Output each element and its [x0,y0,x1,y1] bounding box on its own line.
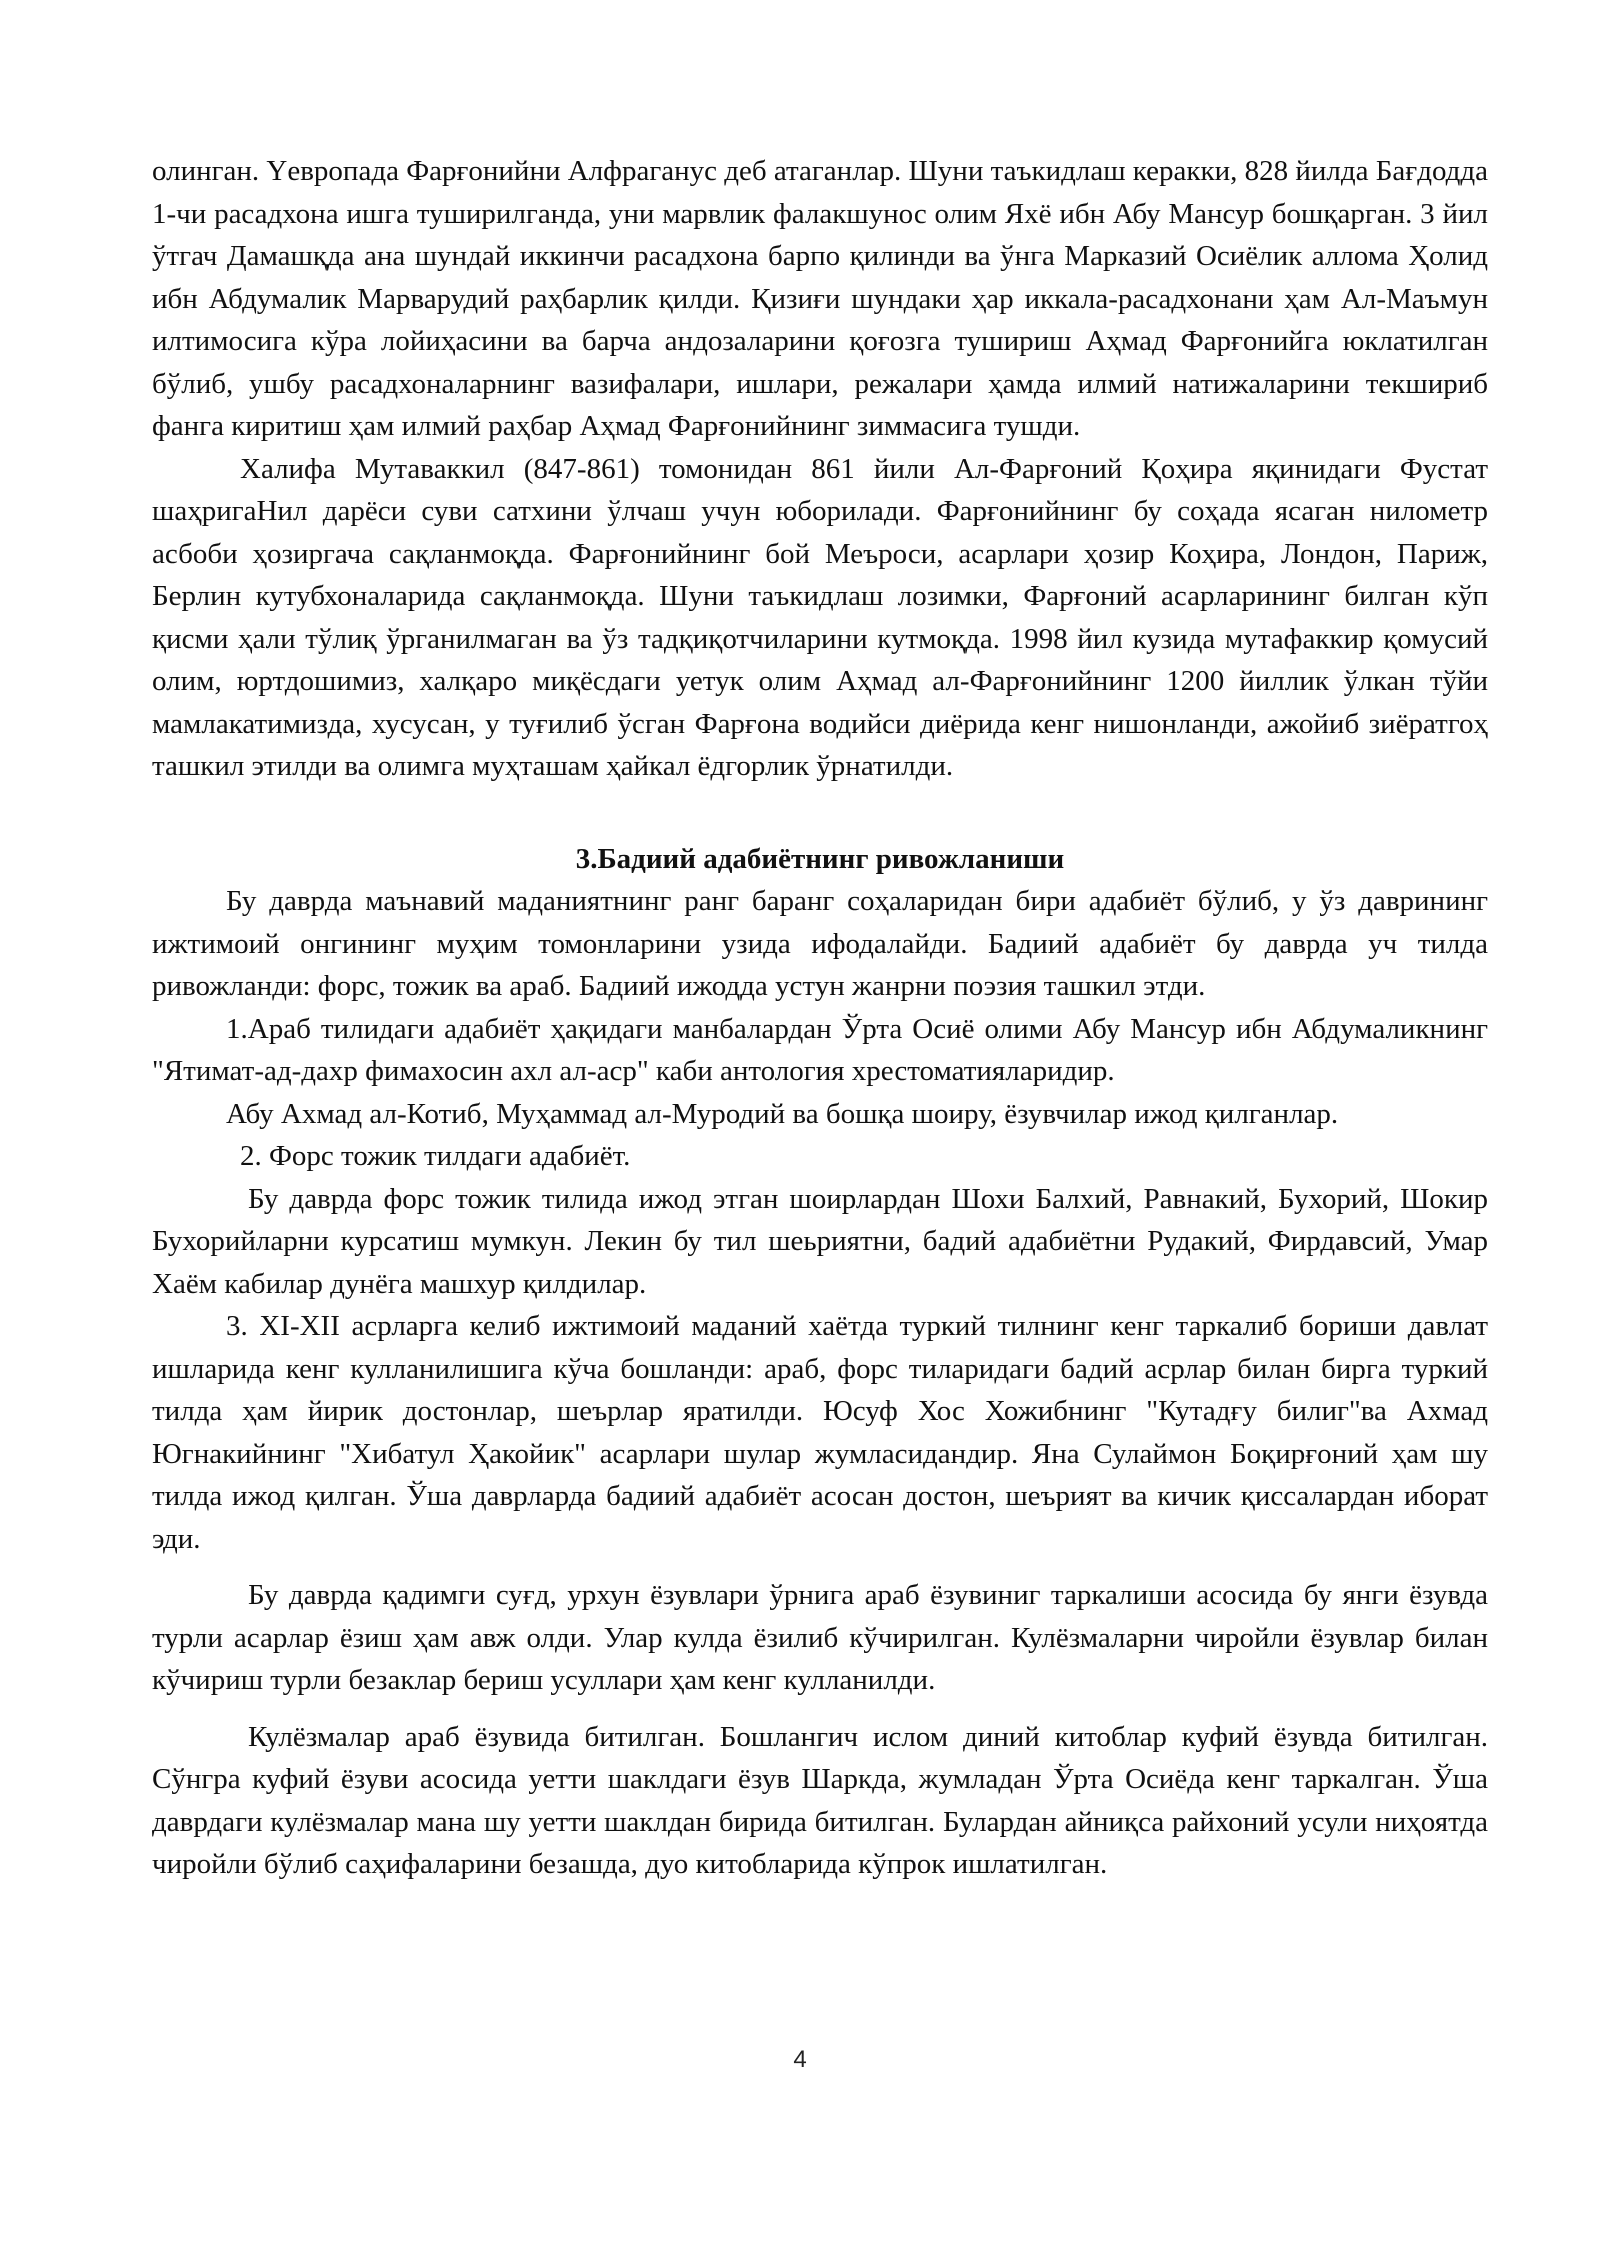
paragraph-manuscripts: Кулёзмалар араб ёзувида битилган. Бошлангич ислом диний китоблар куфий ёзувда битилган. Сўнгра куфий ёзуви асосида уетти шаклдаги ёзув Шаркда, жумладан Ўрта Осиёда кенг таркалган. Ўша даврдаги кулёзмалар мана шу уетти шаклдан бирида битилган. Булардан айниқса райхоний усули ниҳоятда чиройли бўлиб саҳифаларини безашда, дуо китобларида кўпрок ишлатилган. [152,1720,1488,1880]
document-page [152,150,1488,1886]
section-heading: 3.Бадиий адабиётнинг ривожланиши [575,842,1065,875]
page-number: 4 [793,2046,807,2073]
paragraph-farghani-europe: олинган. Yевропада Фарғонийни Алфраганус деб атаганлар. Шуни таъкидлаш керакки, 828 йилда Бағдодда 1-чи расадхона ишга туширилганда, уни марвлик фалакшунос олим Яхё ибн Абу Мансур бошқарган. 3 йил ўтгач Дамашқда ана шундай иккинчи расадхона барпо қилинди ва ўнга Марказий Осиёлик аллома Ҳолид ибн Абдумалик Марварудий раҳбарлик қилди. Қизиғи шундаки ҳар иккала-расадхонани ҳам Ал-Маъмун илтимосига кўра лойиҳасини ва барча андозаларини қоғозга тушириш Аҳмад Фарғонийга юклатилган бўлиб, ушбу расадхоналарнинг вазифалари, ишлари, режалари ҳамда илмий натижаларини текшириб фанга киритиш ҳам илмий раҳбар Аҳмад Фарғонийнинг зиммасига тушди. [152,155,1488,442]
paragraph-turkic-literature: 3. XI-XII асрларга келиб ижтимоий маданий хаётда туркий тилнинг кенг таркалиб бориши давлат ишларида кенг кулланилишига кўча бошланди: араб, форс тиларидаги бадий асрлар билан бирга туркий тилда ҳам йирик достонлар, шеърлар яратилди. Юсуф Хос Хожибнинг "Кутадғу билиг"ва Ахмад Югнакийнинг "Хибатул Ҳакойик" асарлари шулар жумласидандир. Яна Сулаймон Боқирғоний ҳам шу тилда ижод қилган. Ўша даврларда бадиий адабиёт асосан достон, шеърият ва кичик қиссалардан иборат эди. [152,1310,1488,1555]
paragraph-arabic-literature: 1.Араб тилидаги адабиёт ҳақидаги манбалардан Ўрта Осиё олими Абу Мансур ибн Абдумаликнинг "Ятимат-ад-дахр фимахосин ахл ал-аср" каби антология хрестоматияларидир. [152,1012,1488,1087]
paragraph-persian-heading: 2. Форс тожик тилдаги адабиёт. [240,1140,631,1172]
paragraph-persian-poets: Бу даврда форс тожик тилида ижод этган шоирлардан Шохи Балхий, Равнакий, Бухорий, Шокир Бухорийларни курсатиш мумкун. Лекин бу тил шеьриятни, бадий адабиётни Рудакий, Фирдавсий, Умар Хаём кабилар дунёга машхур қилдилар. [152,1182,1488,1300]
paragraph-arabic-authors: Абу Ахмад ал-Котиб, Муҳаммад ал-Муродий ва бошқа шоиру, ёзувчилар ижод қилганлар. [226,1097,1339,1130]
paragraph-literature-intro: Бу даврда маънавий маданиятнинг ранг баранг соҳаларидан бири адабиёт бўлиб, у ўз даврининг ижтимоий онгининг муҳим томонларини узида ифодалайди. Бадиий адабиёт бу даврда уч тилда ривожланди: форс, тожик ва араб. Бадиий ижодда устун жанрни поэзия ташкил этди. [152,885,1488,1002]
paragraph-nilometer: Халифа Мутаваккил (847-861) томонидан 861 йили Ал-Фарғоний Қоҳира яқинидаги Фустат шаҳригаНил дарёси суви сатхини ўлчаш учун юборилади. Фарғонийнинг бу соҳада ясаган нилометр асбоби ҳозиргача сақланмоқда. Фарғонийнинг бой Меъроси, асарлари ҳозир Коҳира, Лондон, Париж, Берлин кутубхоналарида сақланмоқда. Шуни таъкидлаш лозимки, Фарғоний асарларининг билган кўп қисми ҳали тўлиқ ўрганилмаган ва ўз тадқиқотчиларини кутмоқда. 1998 йил кузида мутафаккир қомусий олим, юртдошимиз, халқаро миқёсдаги уетук олим Аҳмад ал-Фарғонийнинг 1200 йиллик ўлкан тўйи мамлакатимизда, хусусан, у туғилиб ўсган Фарғона водийси диёрида кенг нишонланди, ажойиб зиёратгоҳ ташкил этилди ва олимга муҳташам ҳайкал ёдгорлик ўрнатилди. [152,452,1488,782]
paragraph-arabic-script: Бу даврда қадимги суғд, урхун ёзувлари ўрнига араб ёзувиниг таркалиши асосида бу янги ёзувда турли асарлар ёзиш ҳам авж олди. Улар кулда ёзилиб кўчирилган. Кулёзмаларни чиройли ёзувлар билан кўчириш турли безаклар бериш усуллари ҳам кенг кулланилди. [152,1579,1488,1696]
